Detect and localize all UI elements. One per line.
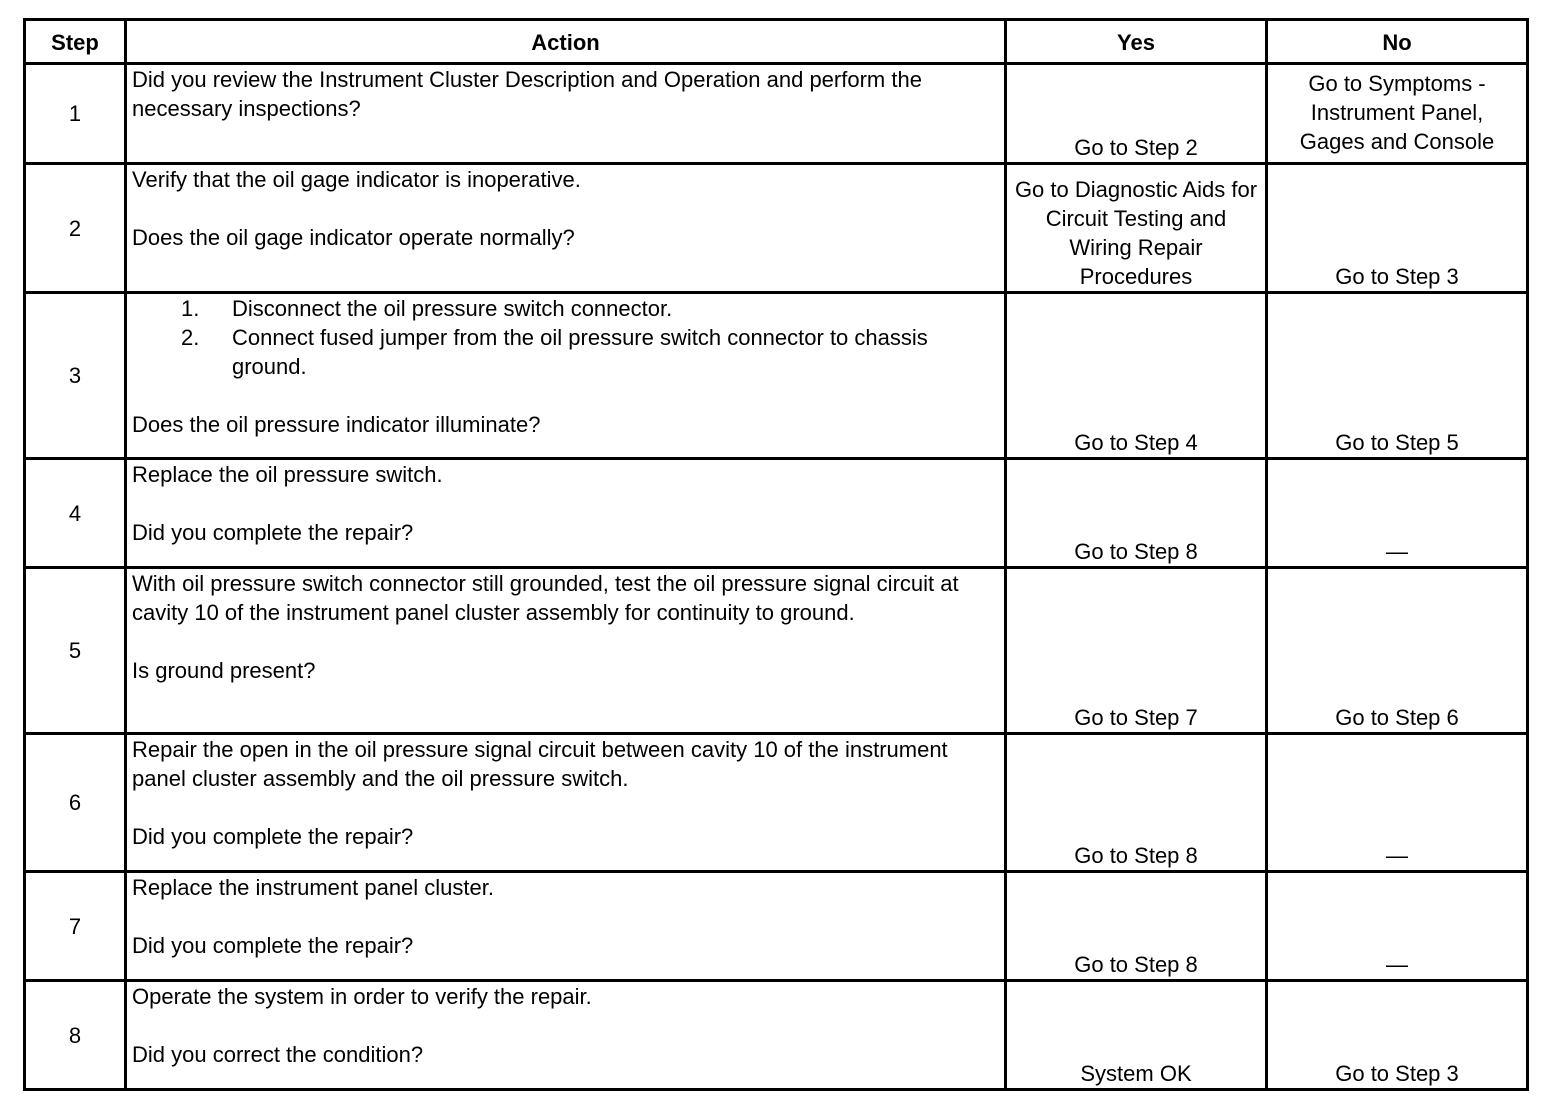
step-number: 8 (25, 981, 126, 1090)
yes-result: Go to Step 2 (1006, 64, 1267, 164)
no-result: — (1267, 734, 1528, 872)
header-no: No (1267, 20, 1528, 64)
action-cell (126, 734, 1006, 872)
action-text: Did you review the Instrument Cluster Description and Operation and perform the necessary inspections? (132, 67, 922, 121)
no-result: Go to Step 3 (1267, 981, 1528, 1090)
action-text: Repair the open in the oil pressure signal circuit between cavity 10 of the instrument panel cluster assembly and the oil pressure switch. (132, 737, 948, 791)
action-text: Replace the instrument panel cluster. (132, 875, 494, 900)
table-row (25, 293, 1528, 459)
action-cell (126, 872, 1006, 981)
table-row (25, 64, 1528, 164)
action-cell (126, 64, 1006, 164)
step-number: 4 (25, 459, 126, 568)
action-cell (126, 459, 1006, 568)
diagnostic-table (23, 18, 1529, 1091)
action-cell (126, 164, 1006, 293)
action-text: Operate the system in order to verify the repair. (132, 984, 592, 1009)
action-question: Does the oil gage indicator operate normally? (132, 225, 575, 250)
list-item (132, 294, 999, 323)
yes-result: Go to Step 4 (1006, 293, 1267, 459)
action-question: Did you complete the repair? (132, 824, 414, 849)
action-question: Did you complete the repair? (132, 933, 414, 958)
action-cell (126, 568, 1006, 734)
no-result: Go to Step 6 (1267, 568, 1528, 734)
action-text: Replace the oil pressure switch. (132, 462, 443, 487)
action-text: Verify that the oil gage indicator is inoperative. (132, 167, 581, 192)
no-result: — (1267, 872, 1528, 981)
table-row (25, 164, 1528, 293)
header-step: Step (25, 20, 126, 64)
no-result: — (1267, 459, 1528, 568)
substep-number: 1. (181, 296, 200, 321)
yes-result: Go to Diagnostic Aids for Circuit Testing and Wiring Repair Procedures (1006, 164, 1267, 293)
no-result: Go to Symptoms - Instrument Panel, Gages and Console (1267, 64, 1528, 164)
header-row (25, 20, 1528, 64)
table-row (25, 459, 1528, 568)
step-number: 6 (25, 734, 126, 872)
action-question: Does the oil pressure indicator illuminate? (132, 412, 541, 437)
yes-result: Go to Step 8 (1006, 734, 1267, 872)
step-number: 5 (25, 568, 126, 734)
substep-list (132, 294, 999, 381)
step-number: 1 (25, 64, 126, 164)
yes-result: Go to Step 8 (1006, 872, 1267, 981)
action-cell (126, 981, 1006, 1090)
header-action: Action (126, 20, 1006, 64)
no-result: Go to Step 5 (1267, 293, 1528, 459)
step-number: 2 (25, 164, 126, 293)
action-text: With oil pressure switch connector still grounded, test the oil pressure signal circuit at cavity 10 of the instrument panel cluster assembly for continuity to ground. (132, 571, 959, 625)
table-row (25, 734, 1528, 872)
header-yes: Yes (1006, 20, 1267, 64)
no-result: Go to Step 3 (1267, 164, 1528, 293)
step-number: 3 (25, 293, 126, 459)
action-cell (126, 293, 1006, 459)
table-row (25, 872, 1528, 981)
list-item (132, 323, 999, 381)
substep-text: Disconnect the oil pressure switch connector. (232, 296, 673, 321)
substep-number: 2. (181, 325, 200, 350)
action-question: Did you correct the condition? (132, 1042, 424, 1067)
step-number: 7 (25, 872, 126, 981)
table-row (25, 568, 1528, 734)
action-question: Is ground present? (132, 658, 316, 683)
substep-text: Connect fused jumper from the oil pressure switch connector to chassis ground. (232, 325, 928, 379)
action-question: Did you complete the repair? (132, 520, 414, 545)
table-row (25, 981, 1528, 1090)
yes-result: Go to Step 7 (1006, 568, 1267, 734)
yes-result: System OK (1006, 981, 1267, 1090)
yes-result: Go to Step 8 (1006, 459, 1267, 568)
